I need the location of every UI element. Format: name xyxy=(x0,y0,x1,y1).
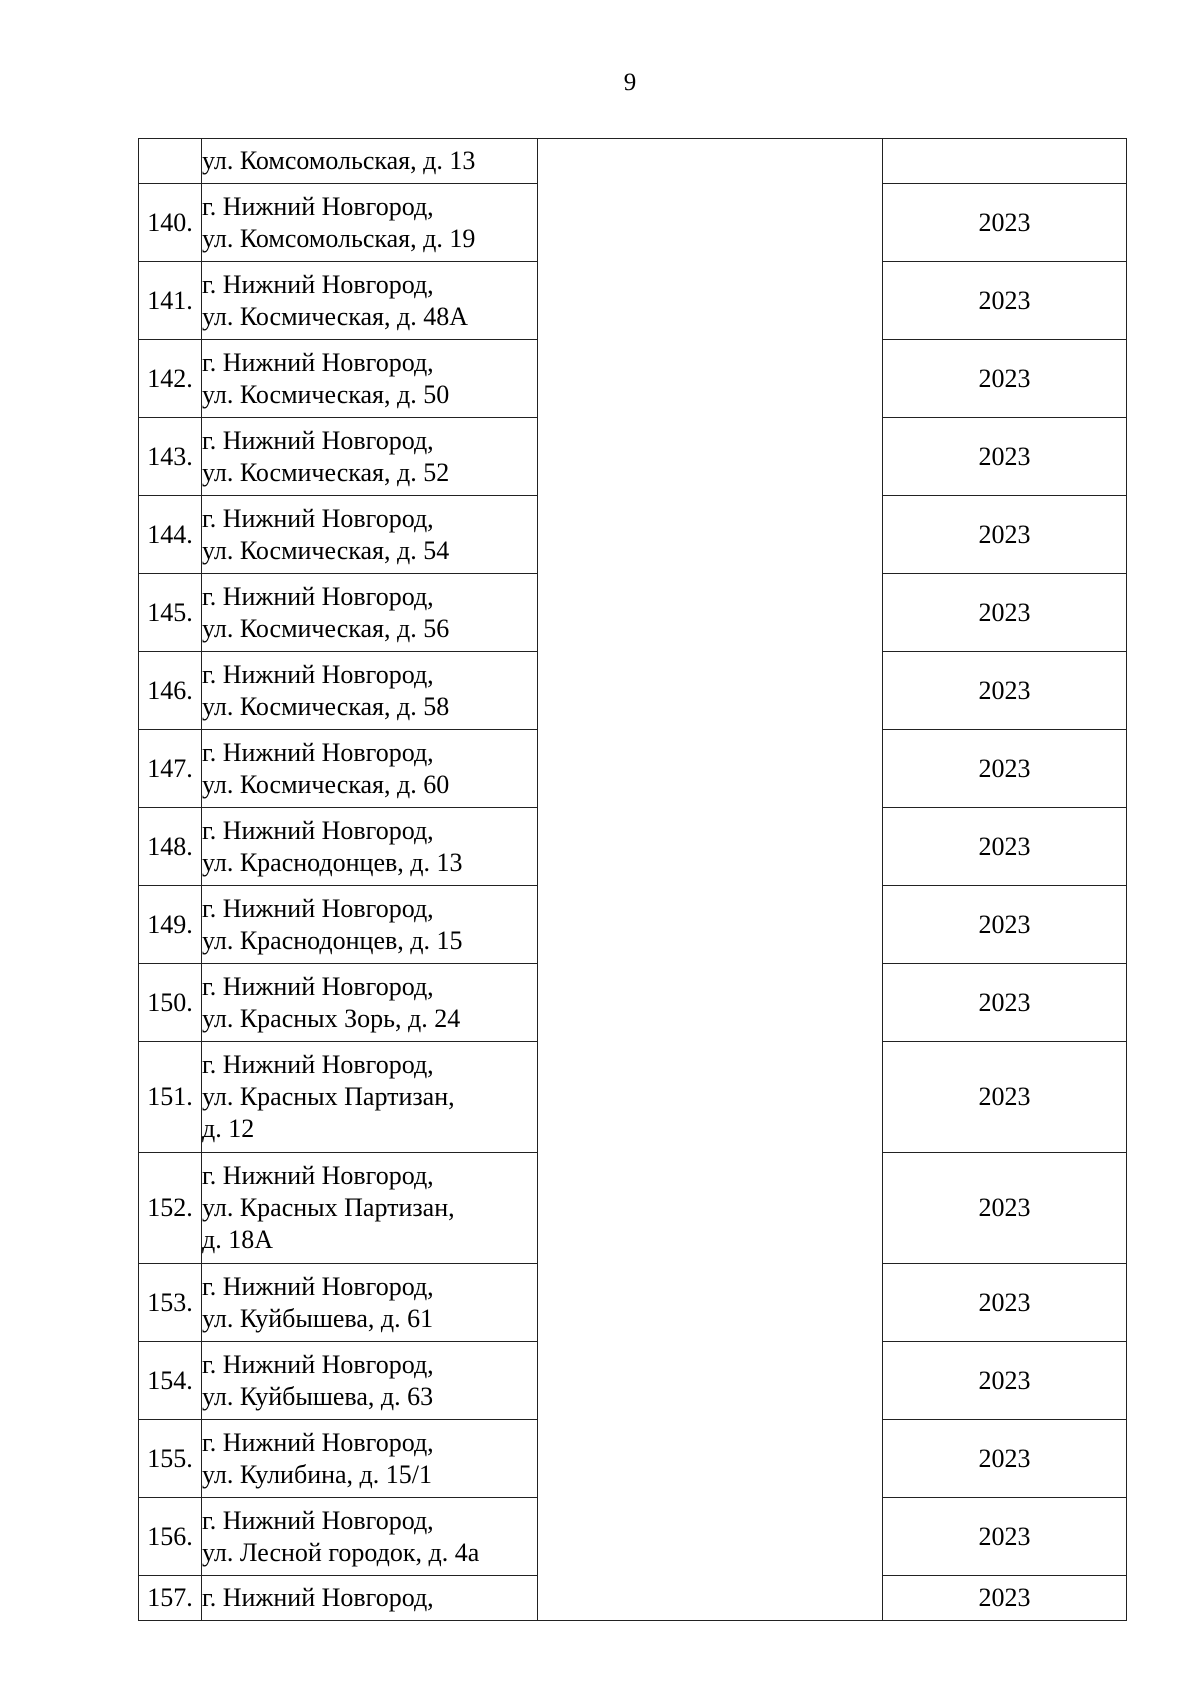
address-cell xyxy=(202,496,538,574)
row-number xyxy=(139,139,202,184)
year-cell: 2023 xyxy=(883,1498,1127,1576)
year-cell: 2023 xyxy=(883,340,1127,418)
address-line: ул. Комсомольская, д. 19 xyxy=(202,223,476,253)
address-cell xyxy=(202,730,538,808)
address-cell xyxy=(202,1576,538,1621)
year-cell: 2023 xyxy=(883,730,1127,808)
address-line: ул. Космическая, д. 52 xyxy=(202,457,450,487)
address-line: ул. Куйбышева, д. 61 xyxy=(202,1303,434,1333)
row-number: 146. xyxy=(139,652,202,730)
year-cell: 2023 xyxy=(883,574,1127,652)
row-number: 156. xyxy=(139,1498,202,1576)
address-line: ул. Краснодонцев, д. 13 xyxy=(202,847,463,877)
row-number: 148. xyxy=(139,808,202,886)
address-line: г. Нижний Новгород, xyxy=(202,1583,434,1612)
address-cell xyxy=(202,1042,538,1153)
year-cell: 2023 xyxy=(883,808,1127,886)
address-line: г. Нижний Новгород, xyxy=(202,1349,434,1379)
address-line: д. 18А xyxy=(202,1225,274,1254)
year-cell: 2023 xyxy=(883,886,1127,964)
address-cell xyxy=(202,652,538,730)
address-table xyxy=(138,138,1127,1621)
address-line: ул. Краснодонцев, д. 15 xyxy=(202,925,463,955)
address-line: ул. Комсомольская, д. 13 xyxy=(202,146,476,175)
address-line: г. Нижний Новгород, xyxy=(202,425,434,455)
address-cell xyxy=(202,1498,538,1576)
year-cell: 2023 xyxy=(883,418,1127,496)
year-cell: 2023 xyxy=(883,1042,1127,1153)
year-cell: 2023 xyxy=(883,1153,1127,1264)
row-number: 151. xyxy=(139,1042,202,1153)
row-number: 142. xyxy=(139,340,202,418)
table-row xyxy=(139,139,1127,184)
address-line: ул. Красных Зорь, д. 24 xyxy=(202,1003,461,1033)
address-line: г. Нижний Новгород, xyxy=(202,191,434,221)
row-number: 147. xyxy=(139,730,202,808)
address-cell xyxy=(202,184,538,262)
address-cell xyxy=(202,886,538,964)
address-cell xyxy=(202,964,538,1042)
address-line: г. Нижний Новгород, xyxy=(202,503,434,533)
address-table-body xyxy=(139,139,1127,1621)
row-number: 145. xyxy=(139,574,202,652)
address-line: ул. Космическая, д. 48А xyxy=(202,301,468,331)
address-line: ул. Космическая, д. 56 xyxy=(202,613,450,643)
address-line: г. Нижний Новгород, xyxy=(202,1271,434,1301)
row-number: 149. xyxy=(139,886,202,964)
year-cell xyxy=(883,139,1127,184)
address-line: ул. Космическая, д. 58 xyxy=(202,691,450,721)
address-line: г. Нижний Новгород, xyxy=(202,347,434,377)
address-line: г. Нижний Новгород, xyxy=(202,269,434,299)
row-number: 155. xyxy=(139,1420,202,1498)
address-cell xyxy=(202,1420,538,1498)
row-number: 150. xyxy=(139,964,202,1042)
year-cell: 2023 xyxy=(883,1342,1127,1420)
address-line: г. Нижний Новгород, xyxy=(202,1427,434,1457)
address-line: г. Нижний Новгород, xyxy=(202,659,434,689)
address-cell xyxy=(202,574,538,652)
year-cell: 2023 xyxy=(883,1576,1127,1621)
address-cell xyxy=(202,1342,538,1420)
address-cell xyxy=(202,262,538,340)
year-cell: 2023 xyxy=(883,652,1127,730)
address-cell xyxy=(202,1264,538,1342)
year-cell: 2023 xyxy=(883,1420,1127,1498)
address-cell xyxy=(202,1153,538,1264)
address-line: ул. Космическая, д. 54 xyxy=(202,535,450,565)
address-cell xyxy=(202,808,538,886)
address-line: г. Нижний Новгород, xyxy=(202,971,434,1001)
year-cell: 2023 xyxy=(883,262,1127,340)
address-line: г. Нижний Новгород, xyxy=(202,737,434,767)
row-number: 141. xyxy=(139,262,202,340)
address-line: г. Нижний Новгород, xyxy=(202,1505,434,1535)
address-line: г. Нижний Новгород, xyxy=(202,581,434,611)
address-cell xyxy=(202,340,538,418)
address-cell xyxy=(202,139,538,184)
row-number: 154. xyxy=(139,1342,202,1420)
address-line: ул. Космическая, д. 50 xyxy=(202,379,450,409)
page-number: 9 xyxy=(623,69,637,96)
year-cell: 2023 xyxy=(883,964,1127,1042)
address-line: ул. Красных Партизан, xyxy=(202,1193,455,1222)
address-line: ул. Космическая, д. 60 xyxy=(202,769,450,799)
address-line: ул. Лесной городок, д. 4а xyxy=(202,1537,480,1567)
address-line: ул. Куйбышева, д. 63 xyxy=(202,1381,434,1411)
year-cell: 2023 xyxy=(883,1264,1127,1342)
row-number: 152. xyxy=(139,1153,202,1264)
address-line: д. 12 xyxy=(202,1114,255,1143)
address-cell xyxy=(202,418,538,496)
row-number: 140. xyxy=(139,184,202,262)
address-line: г. Нижний Новгород, xyxy=(202,1050,434,1079)
address-line: г. Нижний Новгород, xyxy=(202,815,434,845)
address-line: г. Нижний Новгород, xyxy=(202,893,434,923)
address-line: г. Нижний Новгород, xyxy=(202,1161,434,1190)
empty-column-cell xyxy=(538,139,883,1621)
row-number: 144. xyxy=(139,496,202,574)
row-number: 143. xyxy=(139,418,202,496)
address-line: ул. Красных Партизан, xyxy=(202,1082,455,1111)
year-cell: 2023 xyxy=(883,496,1127,574)
row-number: 153. xyxy=(139,1264,202,1342)
row-number: 157. xyxy=(139,1576,202,1621)
address-line: ул. Кулибина, д. 15/1 xyxy=(202,1459,433,1489)
year-cell: 2023 xyxy=(883,184,1127,262)
